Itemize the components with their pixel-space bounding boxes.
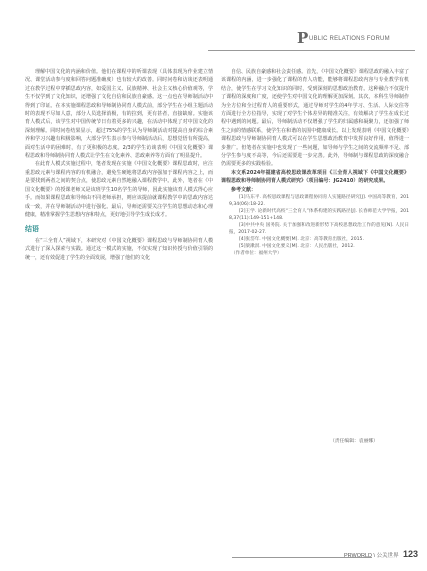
page-number: 123: [403, 549, 419, 559]
reference-item: [4]张岱年. 中国文化概要[M]. 北京：高等教育出版社，2015.: [239, 237, 364, 243]
references-title: 参考文献：: [231, 186, 257, 193]
body-paragraph: 在此育人模式实施过程中，笔者发现在实施《中国文化概要》课程思政时，应注重思政元素与课程内容的有机融合，避免生硬地将思政内容强加于课程内容之上，而是要找到两者之间的契合点，使思政元素自然地融入课程教学中。此外，笔者在《中国文化概要》的授课老师又是该班学生10名学生的导师，因此实施该育人模式得心应手。而如果课程思政和导师由不同老师承担，则应该提前就课程教学中的思政内容达成一致，并在导师制活动中进行强化。最后，导师还需要关注学生的思想动态和心理健康，精准掌握学生思想内容和特点，更好地引导学生成长成才。: [25, 161, 213, 218]
header-initial: P: [297, 29, 309, 47]
body-paragraph: 自信、民族自豪感和社会责任感。首先，《中国文化概要》课程思政的融入丰富了该课程的内涵，进一步强化了课程的育人功能，能够将课程思政内容与专业教学有机结合，使学生在学习文化知识的同时，受到深刻的思想政治教育。这种融合不仅提升了课程的深度和广度，还使学生对中国文化的理解更加深刻。其次，本科生导师制作为全方位和全过程育人的重要形式，通过导师对学生的4年学习、生活、人际交往等方面进行全方位指导，实现了对学生个体差异的精准关注，有效解决了学生在成长过程中遇到的问题。最后，导师制活动不仅增强了学生的归属感和凝聚力，还加强了师生之间的情感联系，使学生在和谐的氛围中健康成长。以上发现表明《中国文化概要》课程思政与导师制协同育人模式可以在学生思想政治教育中发挥良好作用，值得进一步推广。但笔者在实施中也发现了一些问题，如导师与学生之间的交流频率不足、部分学生参与度不高等，今后还需要进一步完善。此外，导师制与课程思政的深度融合仍需要更多的实践检验。: [221, 69, 409, 168]
reference-item: [2]王学. 论新时代高校“三全育人”体系构建的实践路径[J]. 长春师范大学学报，2018,37(11):149-151+148.: [229, 209, 409, 222]
responsible-editor: （责任编辑：袁丽娜）: [330, 439, 378, 444]
journal-header: [297, 29, 415, 48]
section-title-conclusion: 结语: [25, 225, 39, 234]
body-paragraph: 理解中国文化的内涵和价值。他们在课程中的听课表现（具体表现为作业建立情况、课堂活动参与度和回答问题准确度）也有较大的改善。同时问卷和访谈还表明通过在教学过程中穿插思政内容，如爱国主义、民族精神、社会主义核心价值观等，学生不仅学到了文化知识，还增强了文化自信和民族自豪感。这一点也在导师制活动中得到了印证。在本实施课程思政和导师制协同育人模式前，部分学生在小组主题活动时的表现不尽如人意，部分人员选择消极，有的拉到，更有甚者，直接缺席。实施该育人模式后，该学生对中国传统节日有着更多的兴趣，在活动中体现了对中国文化的深刻理解。同时问卷结果显示，超过75%的学生认为导师制活动对提高自身的综合素养和学习兴趣有积极影响，大部分学生表示参与导师制活动后，思想觉悟有所提高，面对生活中的困难时，有了更积极的态度。2/3的学生访谈表明《中国文化概要》课程思政和导师制协同育人模式让学生在文化素养、思政素养等方面有了明显提升。: [25, 69, 213, 160]
footer-journal-name: PRWORLD \ 公关世界: [344, 553, 399, 559]
conclusion-paragraph: 在“三全育人”视域下，本研究对《中国文化概要》课程思政与导师制协同育人模式进行了深入探索与实践。通过这一模式的实施，不仅实现了知识传授与价值引领的统一，还有效促进了学生的全面发展，增强了他们的文化: [25, 237, 213, 261]
header-divider: [208, 50, 415, 51]
left-column: [25, 68, 213, 262]
author-affiliation: （作者单位：福州大学）: [231, 251, 282, 257]
header-title: UBLIC RELATIONS FORUM: [309, 36, 390, 42]
reference-item: [1]马东平. 高校思政课程与思政课程协同育人实施路径研究[J]. 中国高等教育，2019,34(06):18-22.: [229, 195, 409, 208]
right-column: [221, 68, 409, 259]
funding-note: 本文系2024年福建省高校思政课改革项目《三全育人视域下《中国文化概要》课程思政和导师制协同育人模式研究》（项目编号：JG2410）的研究成果。: [221, 169, 409, 185]
reference-item: [5]梁漱溟. 中国文化要义[M]. 北京：人民出版社，2012.: [239, 244, 355, 250]
reference-item: [3]中共中央 国务院. 关于加强和改进新形势下高校思想政治工作的意见[N]. 人民日报，2017-02-27.: [229, 223, 409, 236]
